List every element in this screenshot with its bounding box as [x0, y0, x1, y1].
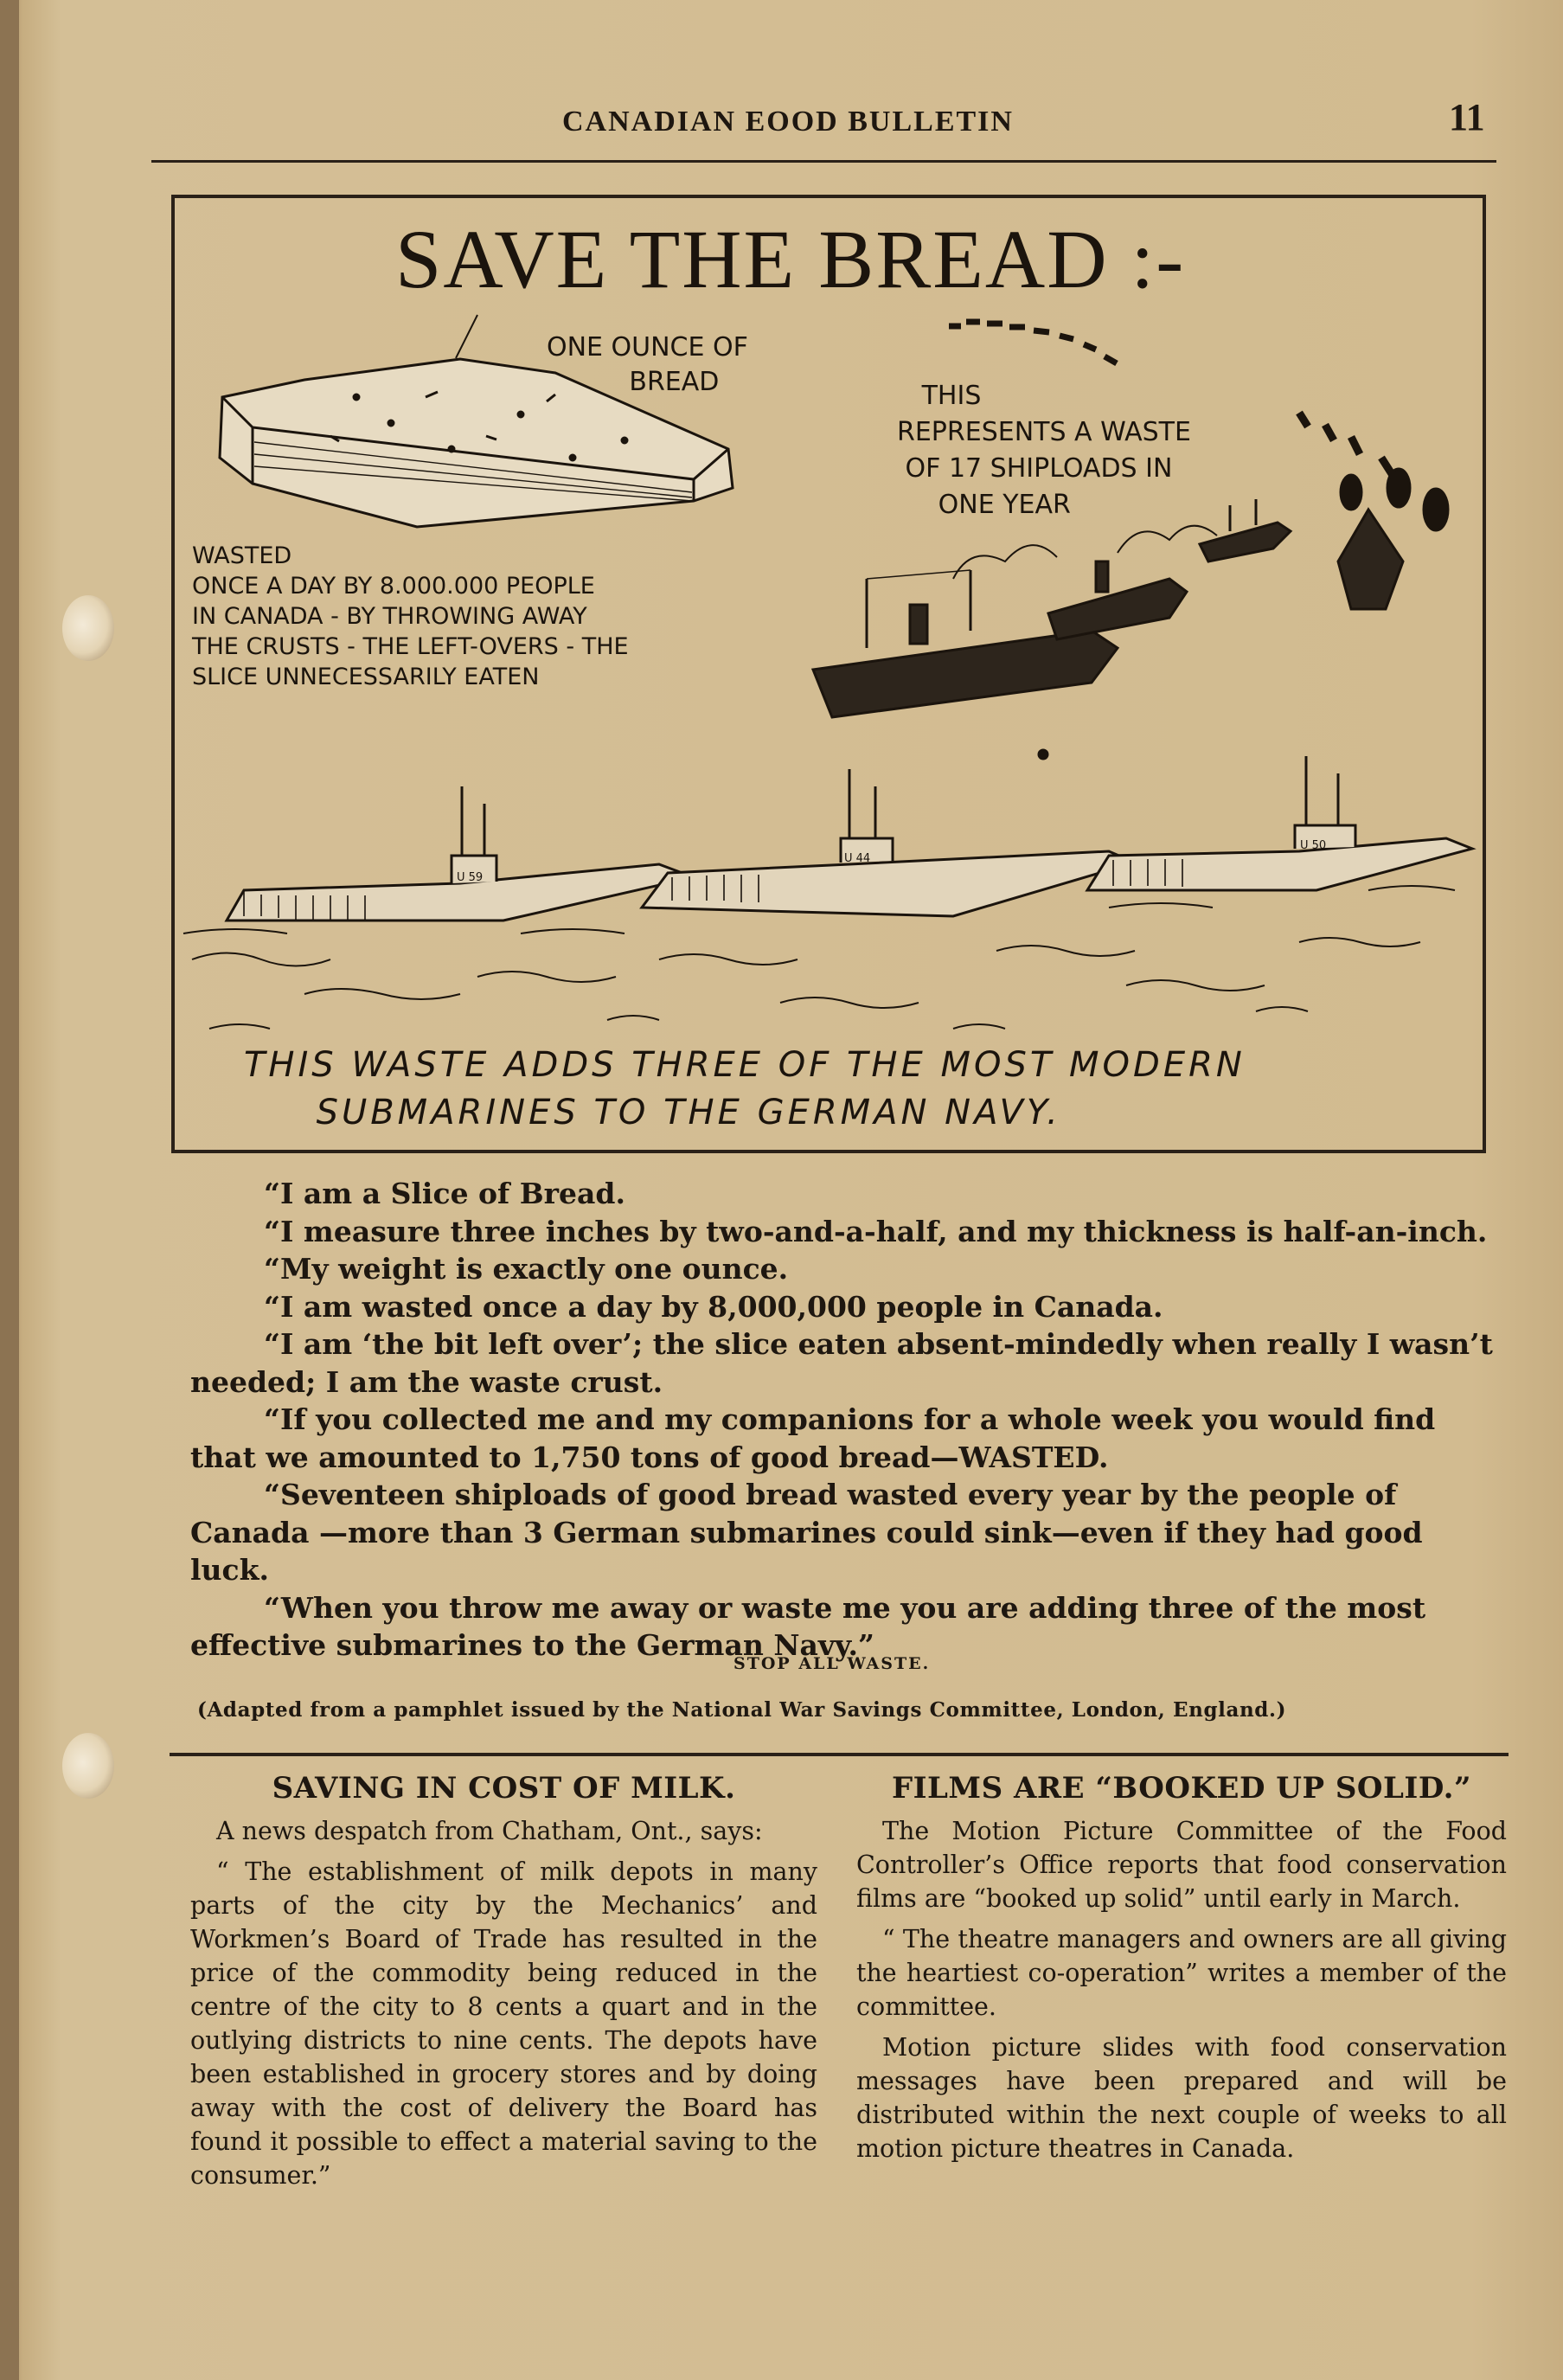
section-rule: [170, 1753, 1509, 1756]
milk-paragraph: “ The establishment of milk depots in many parts of the city by the Mechanics’ and Workmen’s Board of Trade has resulted in the price of the commodity being reduced in the centre of the city to 8 cents a quart and in the outlying districts to nine cents. The depots have been established in grocery stores and by doing away with the cost of delivery the Board has found it possible to effect a material saving to the consumer.”: [190, 1857, 817, 2190]
quote-line: “I measure three inches by two-and-a-half, and my thickness is half-an-inch.: [264, 1214, 1488, 1248]
films-paragraph: “ The theatre managers and owners are all giving the heartiest co-operation” writes a member of the committee.: [856, 1925, 1507, 2021]
slice-of-bread-quote: [190, 1175, 1496, 1665]
punch-hole-bottom: [62, 1733, 114, 1799]
quote-paragraph: “I am ‘the bit left over’; the slice eaten absent-mindedly when really I wasn’t needed; I am the waste crust.: [190, 1327, 1493, 1399]
quote-line: “I am a Slice of Bread.: [264, 1177, 625, 1210]
films-heading: FILMS ARE “BOOKED UP SOLID.”: [891, 1771, 1471, 1806]
cartoon-caption: THIS WASTE ADDS THREE OF THE MOST MODERN SUBMARINES TO THE GERMAN NAVY.: [244, 1045, 1246, 1132]
quote-paragraph: “Seventeen shiploads of good bread wasted every year by the people of Canada —more than 3 German submarines could sink—even if they had good luck.: [190, 1478, 1423, 1587]
films-paragraph: Motion picture slides with food conservation messages have been prepared and will be distributed within the next couple of weeks to all motion picture theatres in Canada.: [856, 2033, 1507, 2163]
films-article: [856, 1772, 1507, 2172]
header-rule: [151, 160, 1496, 163]
shiploads-label: THIS REPRESENTS A WASTE OF 17 SHIPLOADS IN ONE YEAR: [897, 381, 1191, 520]
page-number: 11: [1449, 96, 1485, 138]
quote-line: “I am wasted once a day by 8,000,000 people in Canada.: [264, 1289, 1163, 1324]
milk-paragraph: A news despatch from Chatham, Ont., says:: [216, 1817, 763, 1845]
cartoon-title: SAVE THE BREAD :-: [395, 213, 1186, 305]
running-title: CANADIAN EOOD BULLETIN: [562, 106, 1014, 138]
submarine-marking-1: U 59: [457, 871, 484, 884]
quote-line: “My weight is exactly one ounce.: [264, 1252, 789, 1286]
stop-all-waste: STOP ALL WASTE.: [733, 1654, 931, 1673]
submarine-marking-3: U 50: [1300, 839, 1327, 852]
bread-label: ONE OUNCE OF BREAD: [547, 332, 748, 397]
binding-edge: [0, 0, 19, 2380]
punch-hole-top: [62, 595, 114, 661]
source-note: (Adapted from a pamphlet issued by the National War Savings Committee, London, England.): [197, 1698, 1287, 1722]
milk-heading: SAVING IN COST OF MILK.: [272, 1771, 736, 1806]
submarine-marking-2: U 44: [844, 852, 871, 865]
quote-paragraph: “If you collected me and my companions for a whole week you would find that we amounted to 1,750 tons of good bread—WASTED.: [190, 1402, 1436, 1474]
save-the-bread-cartoon: [171, 195, 1486, 1153]
quote-paragraph: “When you throw me away or waste me you are adding three of the most effective submarines to the German Navy.”: [190, 1590, 1426, 1662]
milk-article: [190, 1772, 817, 2199]
films-paragraph: The Motion Picture Committee of the Food Controller’s Office reports that food conservation films are “booked up solid” until early in March.: [856, 1817, 1507, 1913]
wasted-label: WASTED ONCE A DAY BY 8.000.000 PEOPLE IN CANADA - BY THROWING AWAY THE CRUSTS - THE LEFT-OVERS - THE SLICE UNNECESSARILY EATEN: [192, 542, 629, 690]
